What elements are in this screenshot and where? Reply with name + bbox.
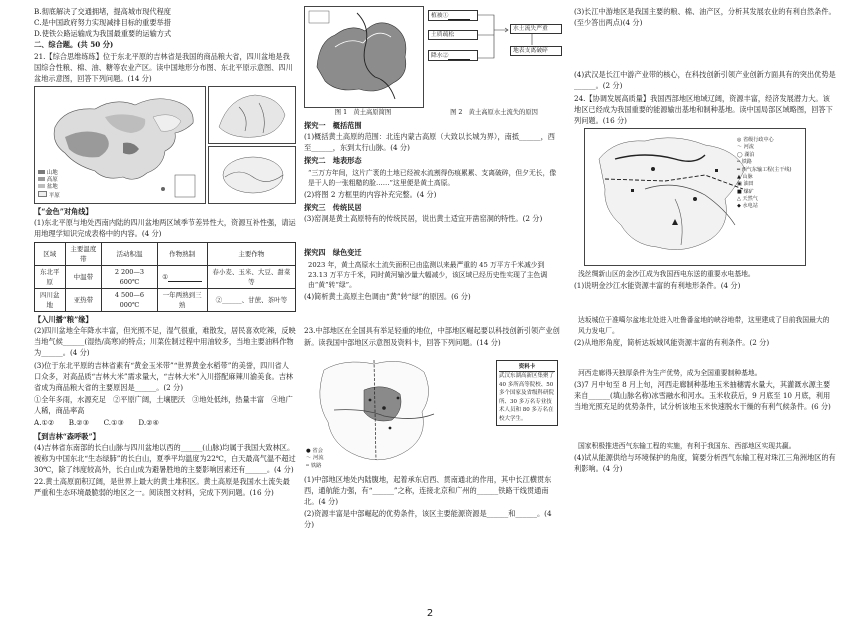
answer-space[interactable]	[304, 303, 562, 325]
legend-item: 山地	[38, 170, 60, 177]
flow-arrows	[428, 8, 560, 68]
legend-item: ～ 河流	[306, 455, 324, 462]
flow-box-rainfall[interactable]: 降水②	[428, 50, 478, 61]
western-map-legend	[737, 137, 803, 211]
q24-text3: (3)7 月中旬至 8 月上旬，河西走廊制种基地玉米抽穗需水量大，其灌溉水源主要来自______(填山脉名称)冰雪融水和河水。玉米收获后，9 月底至 10 月底，利用当地光照充足的优势条件，试分析该地玉米快速脱水干燥的有利气候条件。(6 分)	[574, 380, 831, 412]
q21-sub2-text2: (3)位于东北平原的吉林省素有“黄金玉米带”“世界黄金水稻带”的美誉，四川省人口众多，对高品质“吉林大米”需求量大，“吉林大米”入川搭配麻辣川渝美食。吉林省成为商品粮大省的主要原因是______。(2 分)	[34, 360, 294, 392]
china-map-legend	[38, 170, 60, 201]
table-header: 活动积温	[102, 242, 157, 265]
answer-blank-cell[interactable]: ②______、甘蔗、茶叶等	[207, 288, 295, 311]
answer-blank-cell[interactable]: ①	[157, 265, 207, 288]
table-cell: 中温带	[65, 265, 102, 288]
loess-plateau-svg	[305, 7, 423, 107]
q24-text2: (2)从地形角度，简析达坂城风能资源丰富的有利条件。(2 分)	[574, 337, 770, 347]
answer-space[interactable]	[574, 414, 836, 440]
explore2-title: 探究二 地表形态	[304, 156, 362, 166]
table-cell: 东北平原	[35, 265, 66, 288]
central-china-map	[304, 350, 562, 472]
q24-text4: (4)试从能源供给与环境保护的角度，简要分析西气东输工程对珠江三角洲地区的有利影响。(4 分)	[574, 452, 836, 473]
answer-space[interactable]	[304, 225, 562, 245]
q21-sub1-title: 【“金色”对角线】	[34, 207, 93, 217]
choice-b: B.彻底解决了交通拥堵，提高城市现代程度	[34, 7, 171, 16]
legend-item: ～ 河流	[737, 144, 754, 151]
table-header: 区域	[35, 242, 66, 265]
legend-item: ◎ 省级行政中心	[737, 137, 774, 144]
table-cell: 四川盆地	[35, 288, 66, 311]
table-header: 主要作物	[207, 242, 295, 265]
q22-stem: 22.黄土高原面积辽阔，是世界上最大的黄土堆积区。黄土高原是我国水土流失最严重和生态环境最脆弱的地区之一。阅读图文材料，完成下列问题。(16 分)	[34, 477, 290, 498]
china-terrain-map	[34, 86, 206, 204]
q24-text1: (1)说明金沙江水能资源丰富的有利地形条件。(4 分)	[574, 281, 741, 291]
explore3-title: 探究三 传统民居	[304, 203, 362, 213]
answer-space[interactable]	[574, 349, 836, 367]
legend-item: ■ 煤矿	[737, 188, 754, 195]
flow-box-soil: 土质疏松	[428, 30, 478, 40]
sichuan-basin-map	[208, 146, 296, 204]
table-cell: 亚热带	[65, 288, 102, 311]
legend-item: ◆ 水电站	[737, 203, 758, 210]
explore1-text: (1)概括黄土高原的范围：北连内蒙古高原（大致以长城为界），南抵______，西至______，东到太行山脉。(4 分)	[304, 132, 555, 153]
q23-sub2: (2)资源丰富是中部崛起的优势条件，该区主要能源资源是______和______。(4 分)	[304, 509, 552, 530]
table-cell: 4 500—6 000℃	[102, 288, 157, 311]
q21-sub2-title: 【入川播“粮”缘】	[34, 314, 93, 324]
q21-stem: 21.【综合思维练练】位于东北平原的吉林省是我国的商品粮大省，四川盆地是我国综合性粮、棉、油、糖等农业产区。读中国地形分布图、东北平原示意图、四川盆地示意图，回答下列问题。(14 分)	[34, 51, 293, 83]
answer-space[interactable]	[574, 29, 836, 69]
loess-plateau-map	[304, 6, 424, 108]
explore3-text: (3)窑洞是黄土高原特有的传统民居，说出黄土适宜开凿窑洞的特性。(2 分)	[304, 214, 543, 224]
legend-item: △ 天然气	[737, 196, 758, 203]
western-china-map	[584, 128, 806, 266]
central-map-legend	[306, 448, 324, 469]
explore4-text: (4)简析黄土高原主色调由“黄”转“绿”的原因。(6 分)	[304, 292, 471, 302]
table-header-row	[35, 242, 296, 265]
flow-box-surface: 地表支离破碎	[510, 46, 562, 56]
q24-quote4: 国家积极推进西气东输工程的实施，有利于我国东、西部地区实现共赢。	[578, 441, 796, 450]
erosion-flowchart	[428, 8, 560, 68]
q23-sub4: (4)武汉是长江中游产业带的核心，在科技创新引领产业创新方面具有的突出优势是______。(2 分)	[574, 70, 836, 91]
q21-table	[34, 242, 296, 312]
legend-item: ▣ 油田	[737, 181, 754, 188]
legend-item: ● 省会	[306, 448, 323, 455]
flow-box-erosion: 水土流失严重	[510, 24, 562, 34]
q21-sub2-text1: (2)四川盆地全年降水丰富，但光照不足，湿气很重，难散发，居民喜欢吃辣，反映当地气候______(湿热/高寒)的特点；川菜佐制过程中用油较多，当地主要油料作物为______。(4 分)	[34, 326, 296, 358]
info-card-text: 武汉东湖高新区集聚了 40 多所高等院校、50 多个国家及省级科研院所、30 多万名专业技术人员和 80 多万名在校大学生。	[499, 373, 555, 422]
legend-item: ▲ 山脉	[737, 173, 753, 180]
sichuan-basin-svg	[209, 147, 295, 203]
legend-item: 平原	[38, 191, 60, 200]
q21-sub2-options: ①全年多雨，水源充足 ②平原广阔，土壤肥沃 ③地处低纬，热量丰富 ④地广人稀，商品率高	[34, 395, 293, 416]
explore2-text: (2)将图 2 方框里的内容补充完整。(4 分)	[304, 190, 437, 199]
table-cell: 春小麦、玉米、大豆、甜菜等	[207, 265, 295, 288]
info-card	[496, 360, 558, 427]
fig2-caption: 图 2 黄土高原水土流失的原因	[450, 109, 538, 116]
q24-stem: 24.【协调发展高质量】我国西部地区地域辽阔，资源丰富，经济发展潜力大。该地区已经成为我国重要的能源输出基地和制种基地。读中国局部区域略图，回答下列问题。(16 分)	[574, 93, 833, 125]
column-left	[34, 6, 296, 499]
column-right	[574, 6, 836, 475]
q21-sub1-text: (1)东北平原与地处西南内陆的四川盆地两区域季节差异性大，资源互补性强，请运用地理学知识完成表格中的内容。(4 分)	[34, 218, 296, 239]
table-row	[35, 265, 296, 288]
q23-stem: 23.中部地区在全国具有举足轻重的地位，中部地区崛起要以科技创新引领产业创新。读我国中部地区示意图及资料卡，回答下列问题。(14 分)	[304, 326, 560, 347]
answer-space[interactable]	[574, 292, 836, 314]
legend-item: ┅ 铁路	[306, 462, 322, 469]
q21-sub3-text: (4)吉林省东南部的长白山脉与四川盆地以西的______(山脉)均属于我国大致林区。被称为中国东北“生态绿肺”的长白山，夏季平均温度为22℃，白天最高气温不超过30℃，除了纬度较高外，长白山成为避暑胜地的主要影响因素还有______。(4 分)	[34, 442, 296, 474]
fig1-caption: 图 1 黄土高原简图	[334, 109, 392, 116]
explore4-title: 探究四 绿色变迁	[304, 248, 362, 258]
explore2-quote: “三万方年间，这片广袤的土地已经被水流割得伤痕累累、支离破碎，但夕无长，像是干人的一张粗糙的脸……”这里便是黄土高原。	[308, 168, 557, 187]
legend-item: 盆地	[38, 184, 60, 191]
choice-d: D.使铁公路运输成为我国最重要的运输方式	[34, 29, 172, 39]
table-header: 作物熟制	[157, 242, 207, 265]
q24-quote3: 河西走廊得天独厚条件为生产优势，成为全国重要制种基地。	[578, 368, 762, 377]
section-title: 二、综合题。(共 50 分)	[34, 40, 114, 50]
northeast-plain-svg	[209, 87, 295, 143]
q21-maps	[34, 86, 296, 204]
q21-sub3-title: 【到吉林“森呼吸”】	[34, 431, 100, 441]
choice-c: C.是中国政府努力实现减排目标的重要举措	[34, 18, 171, 28]
q21-sub2-choices: A.①② B.②③ C.①③ D.②④	[34, 418, 160, 428]
explore1-title: 探究一 概括范围	[304, 121, 362, 130]
table-cell: 2 200—3 600℃	[102, 265, 157, 288]
q22-figures	[304, 6, 562, 118]
legend-item: ┅ 铁路	[737, 159, 752, 166]
table-row	[35, 288, 296, 311]
page-number: 2	[426, 608, 434, 619]
column-middle	[304, 6, 562, 531]
flow-box-vegetation[interactable]: 植被①	[428, 10, 478, 21]
q24-quote1: 浅丝绸新山区的金沙江成为我国西电东送的重要水电基地。	[578, 270, 755, 279]
table-header: 主要温度带	[65, 242, 102, 265]
legend-item: ━ 西气东输工程(主干线)	[737, 166, 792, 173]
table-cell: 一年两熟到三熟	[157, 288, 207, 311]
q23-sub1: (1)中部地区地处内陆腹地，起着承东启西、贯南通北的作用，其中长江横贯东西，通航能力强，有“______”之称，连接北京和广州的______铁路干线贯通南北。(4 分)	[304, 474, 552, 506]
q24-quote2: 达坂城位于准噶尔盆地北处进入吐鲁番盆地的峡谷地带，这里建成了目前我国最大的风力发电厂。	[578, 316, 830, 335]
legend-item: ◯ 湖泊	[737, 151, 755, 158]
china-terrain-map-svg	[35, 87, 205, 203]
explore4-quote: 2023 年，黄土高原水土流失面积已由监测以来最严重的 45 万平方千米减少到 23.13 万平方千米，同时黄河输沙量大幅减少，该区域已经历史性实现了主色调由“黄”转“绿”。	[308, 260, 548, 289]
info-card-title: 资料卡	[499, 363, 555, 373]
legend-item: 高原	[38, 177, 60, 184]
q23-sub3: (3)长江中游地区是我国主要的粮、棉、油产区，分析其发展农业的有利自然条件。(至少答出两点)(4 分)	[574, 7, 836, 28]
northeast-plain-map	[208, 86, 296, 144]
